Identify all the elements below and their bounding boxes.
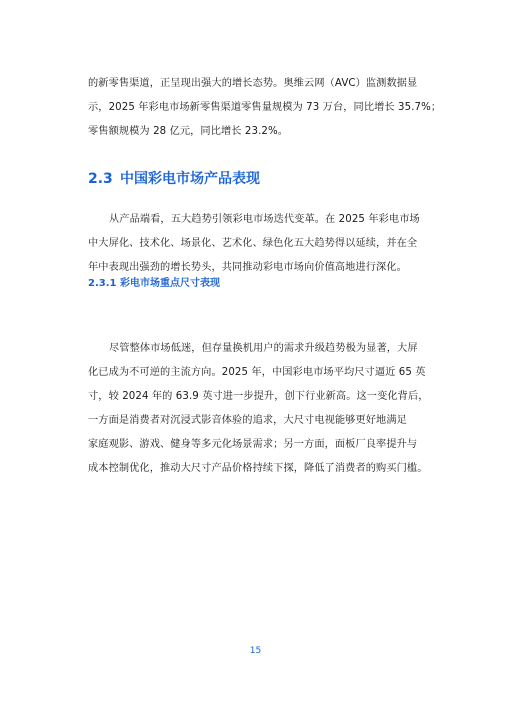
- section-number: 2.3: [88, 171, 113, 187]
- paragraph-product-trends: [88, 208, 428, 280]
- paragraph-line: 的新零售渠道，正呈现出强大的增长态势。奥维云网（AVC）监测数据显: [88, 78, 418, 89]
- paragraph-line: 从产品端看，五大趋势引领彩电市场迭代变革。在 2025 年彩电市场: [109, 214, 420, 225]
- subsection-title: 彩电市场重点尺寸表现: [120, 278, 220, 289]
- paragraph-new-retail: [88, 72, 442, 144]
- paragraph-line: 尽管整体市场低迷，但存量换机用户的需求升级趋势极为显著，大屏: [109, 343, 418, 354]
- paragraph-line: 寸，较 2024 年的 63.9 英寸进一步提升，创下行业新高。这一变化背后，: [88, 391, 429, 402]
- paragraph-line: 一方面是消费者对沉浸式影音体验的追求，大尺寸电视能够更好地满足: [88, 415, 407, 426]
- paragraph-line: 中大屏化、技术化、场景化、艺术化、绿色化五大趋势得以延续，并在全: [88, 238, 418, 249]
- paragraph-line: 示，2025 年彩电市场新零售渠道零售量规模为 73 万台，同比增长 35.7%；: [88, 102, 442, 113]
- paragraph-line: 年中表现出强劲的增长势头，共同推动彩电市场向价值高地进行深化。: [88, 262, 407, 273]
- paragraph-line: 家庭观影、游戏、健身等多元化场景需求；另一方面，面板厂良率提升与: [88, 439, 418, 450]
- section-heading: [88, 169, 260, 189]
- paragraph-line: 化已成为不可逆的主流方向。2025 年，中国彩电市场平均尺寸逼近 65 英: [88, 367, 426, 378]
- section-title: 中国彩电市场产品表现: [120, 171, 260, 187]
- paragraph-line: 成本控制优化，推动大尺寸产品价格持续下探，降低了消费者的购买门槛。: [88, 463, 428, 474]
- paragraph-size-trends: [88, 337, 428, 481]
- paragraph-line: 零售额规模为 28 亿元，同比增长 23.2%。: [88, 126, 289, 137]
- page-number: 15: [249, 646, 262, 656]
- subsection-heading: [88, 276, 220, 292]
- subsection-number: 2.3.1: [88, 278, 117, 289]
